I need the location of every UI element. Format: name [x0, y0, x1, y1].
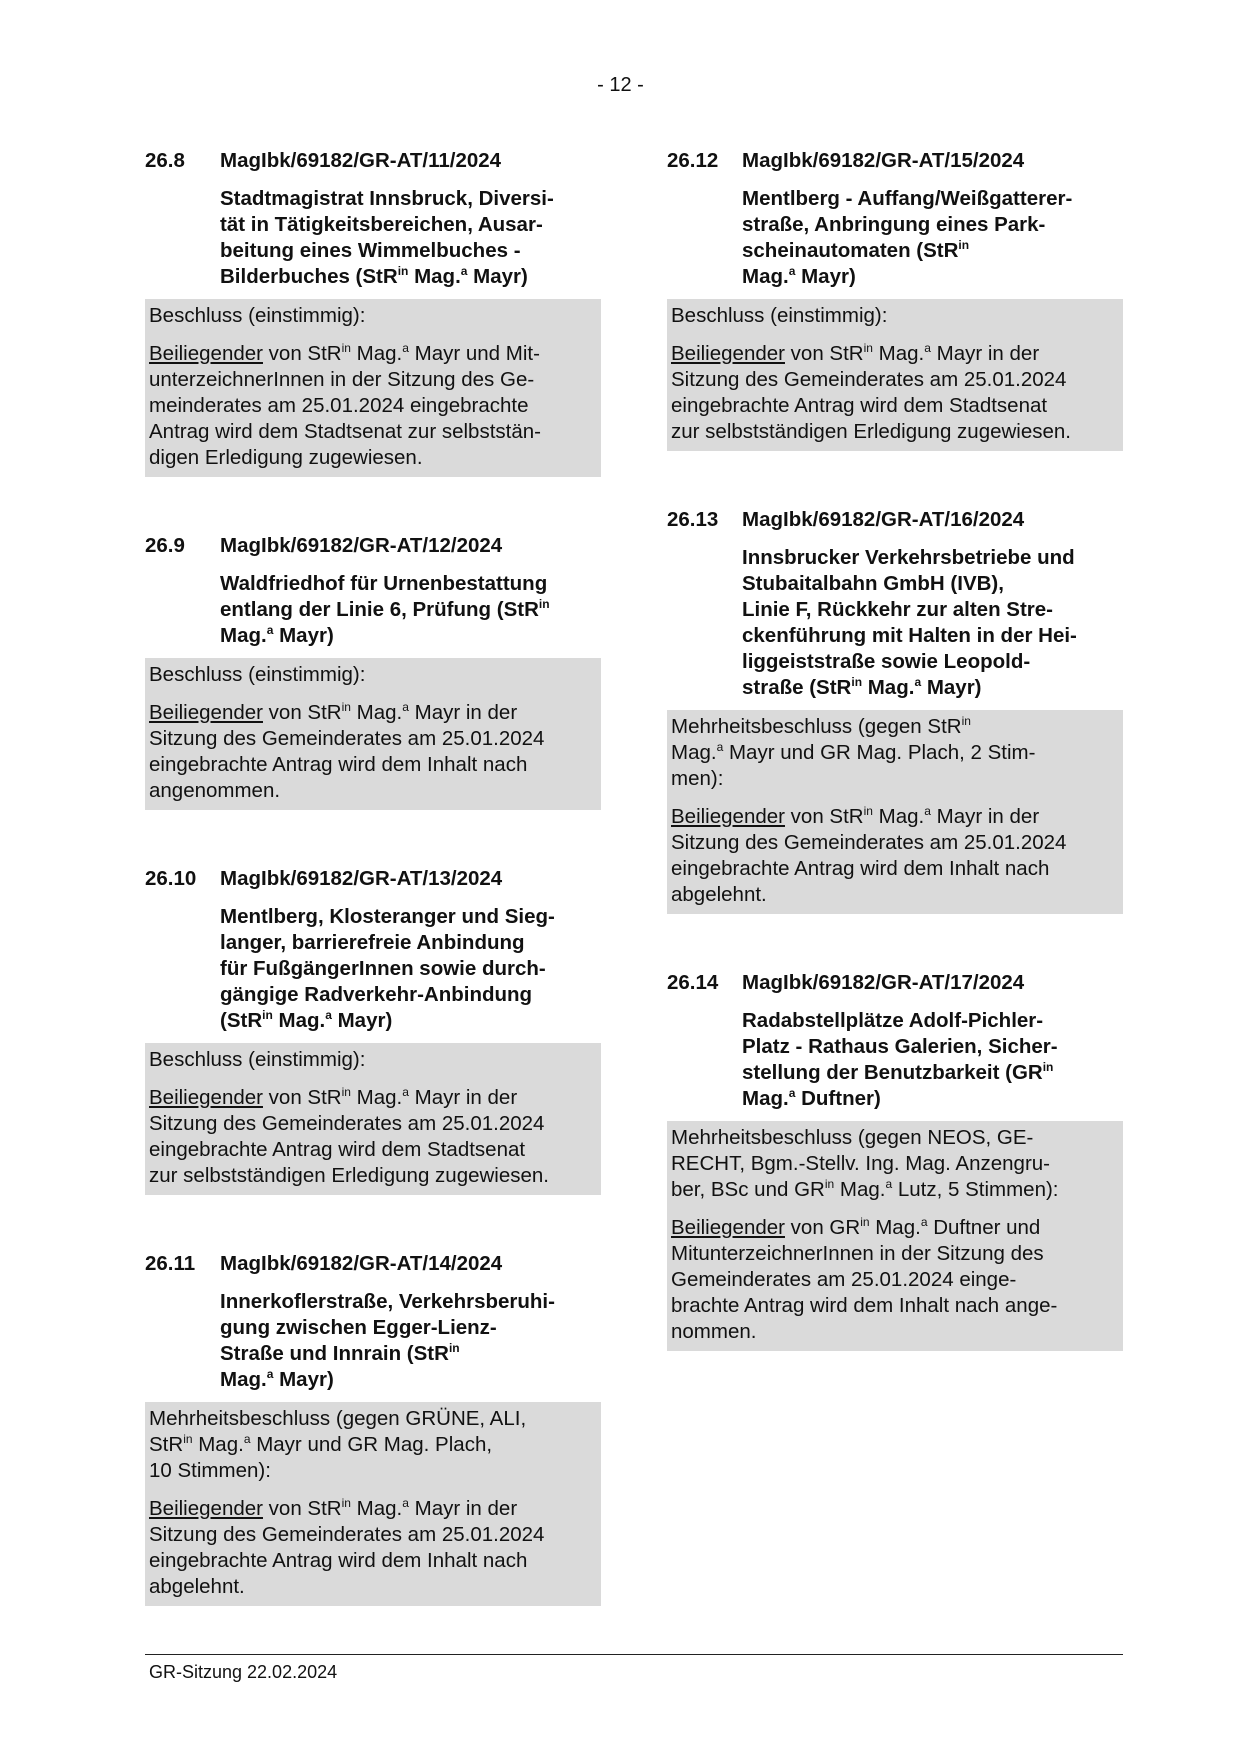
decision-label: Mehrheitsbeschluss (gegen NEOS, GE- RECHT, Bgm.-Stellv. Ing. Mag. Anzengru- ber, BSc und $GR^{in}$ Mag.$^a$ Lutz, 5 Stimmen): [671, 1126, 1059, 1201]
item-reference: MagIbk/69182/GR-AT/11/2024 [220, 149, 502, 172]
decision-label: Mehrheitsbeschluss (gegen GRÜNE, ALI, StR$^{in}$ Mag.$^a$ Mayr und GR Mag. Plach, 10 Stimmen): [149, 1407, 527, 1482]
agenda-item [667, 148, 1123, 451]
decision-body: von $GR^{in}$ Mag.$^a$ Duftner und MitunterzeichnerInnen in der Sitzung des Gemeinderates am 25.01.2024 einge- brachte Antrag wird dem Inhalt nach ange- nommen. [671, 1215, 1058, 1343]
item-number: 26.14 [667, 971, 719, 994]
item-number: 26.10 [145, 867, 197, 890]
decision-label: Mehrheitsbeschluss (gegen StR$^{in}$ Mag.$^a$ Mayr und GR Mag. Plach, 2 Stim- men): [671, 714, 1036, 790]
agenda-item [145, 533, 601, 810]
item-number: 26.11 [145, 1252, 196, 1275]
right-column [667, 148, 1123, 1351]
item-header [667, 970, 1123, 996]
item-header [145, 1251, 601, 1277]
footer-text: GR-Sitzung 22.02.2024 [149, 1662, 338, 1682]
decision-label: Beschluss (einstimmig): [149, 1048, 366, 1071]
underlined-word: Beiliegender [149, 701, 263, 724]
decision-text [149, 700, 597, 804]
decision-text [149, 341, 597, 471]
underlined-word: Beiliegender [149, 1086, 263, 1109]
decision-body: von StR$^{in}$ Mag.$^a$ Mayr in der Sitzung des Gemeinderates am 25.01.2024 eingebrachte Antrag wird dem Stadtsenat zur selbstständigen Erledigung zugewiesen. [671, 341, 1072, 443]
decision-box [667, 299, 1123, 451]
decision-box [145, 1043, 601, 1195]
agenda-item [145, 148, 601, 477]
item-number: 26.12 [667, 149, 719, 172]
underlined-word: Beiliegender [671, 805, 785, 828]
item-header [145, 533, 601, 559]
item-reference: MagIbk/69182/GR-AT/13/2024 [220, 867, 503, 890]
item-title: Radabstellplätze Adolf-Pichler- Platz - Rathaus Galerien, Sicher- stellung der Benutzbarkeit ($GR^{in}$ Mag.$^a$ Duftner) [742, 1009, 1058, 1110]
underlined-word: Beiliegender [149, 342, 263, 365]
item-title: Innsbrucker Verkehrsbetriebe und Stubaitalbahn GmbH (IVB), Linie F, Rückkehr zur alten Stre- ckenführung mit Halten in der Hei- liggeiststraße sowie Leopold- straße (StR$^{in}$ Mag.$^a$ Mayr) [742, 546, 1077, 699]
underlined-word: Beiliegender [671, 342, 785, 365]
agenda-item [667, 970, 1123, 1351]
page-number: - 12 - [597, 74, 644, 96]
agenda-item [667, 507, 1123, 914]
item-number: 26.13 [667, 508, 719, 531]
decision-text [671, 804, 1119, 908]
decision-box [145, 658, 601, 810]
decision-label: Beschluss (einstimmig): [149, 304, 366, 327]
item-title: Mentlberg - Auffang/Weißgatterer- straße, Anbringung eines Park- scheinautomaten (StR$^{in}$ Mag.$^a$ Mayr) [742, 187, 1073, 288]
item-number: 26.9 [145, 534, 185, 557]
decision-box [145, 299, 601, 477]
item-reference: MagIbk/69182/GR-AT/17/2024 [742, 971, 1025, 994]
item-reference: MagIbk/69182/GR-AT/14/2024 [220, 1252, 503, 1275]
decision-body: von StR$^{in}$ Mag.$^a$ Mayr in der Sitzung des Gemeinderates am 25.01.2024 eingebrachte Antrag wird dem Stadtsenat zur selbstständigen Erledigung zugewiesen. [149, 1085, 550, 1187]
item-title: Waldfriedhof für Urnenbestattung entlang der Linie 6, Prüfung (StR$^{in}$ Mag.$^a$ Mayr) [220, 572, 550, 647]
agenda-item [145, 866, 601, 1195]
decision-text [149, 1085, 597, 1189]
left-column [145, 148, 601, 1606]
decision-body: von StR$^{in}$ Mag.$^a$ Mayr in der Sitzung des Gemeinderates am 25.01.2024 eingebrachte Antrag wird dem Inhalt nach angenommen. [149, 700, 545, 802]
footer-divider [145, 1654, 1123, 1655]
underlined-word: Beiliegender [149, 1497, 263, 1520]
decision-label: Beschluss (einstimmig): [671, 304, 888, 327]
item-reference: MagIbk/69182/GR-AT/15/2024 [742, 149, 1025, 172]
item-title: Mentlberg, Klosteranger und Sieg- langer, barrierefreie Anbindung für FußgängerInnen sowie durch- gängige Radverkehr-Anbindung (StR$^{in}$ Mag.$^a$ Mayr) [220, 905, 555, 1032]
decision-body: von StR$^{in}$ Mag.$^a$ Mayr in der Sitzung des Gemeinderates am 25.01.2024 eingebrachte Antrag wird dem Inhalt nach abgelehnt. [149, 1496, 545, 1598]
item-header [667, 148, 1123, 174]
item-title: Innerkoflerstraße, Verkehrsberuhi- gung zwischen Egger-Lienz- Straße und Innrain (StR$^{in}$ Mag.$^a$ Mayr) [220, 1290, 555, 1391]
decision-box [145, 1402, 601, 1606]
decision-box [667, 1121, 1123, 1351]
decision-body: von StR$^{in}$ Mag.$^a$ Mayr und Mit- unterzeichnerInnen in der Sitzung des Ge- meinderates am 25.01.2024 eingebrachte Antrag wird dem Stadtsenat zur selbststän- digen Erledigung zugewiesen. [149, 341, 541, 469]
decision-text [149, 1496, 597, 1600]
item-reference: MagIbk/69182/GR-AT/12/2024 [220, 534, 503, 557]
decision-label: Beschluss (einstimmig): [149, 663, 366, 686]
decision-body: von StR$^{in}$ Mag.$^a$ Mayr in der Sitzung des Gemeinderates am 25.01.2024 eingebrachte Antrag wird dem Inhalt nach abgelehnt. [671, 804, 1067, 906]
item-header [145, 148, 601, 174]
decision-text [671, 1215, 1119, 1345]
item-header [667, 507, 1123, 533]
underlined-word: Beiliegender [671, 1216, 785, 1239]
decision-text [671, 341, 1119, 445]
item-header [145, 866, 601, 892]
item-reference: MagIbk/69182/GR-AT/16/2024 [742, 508, 1025, 531]
item-title: Stadtmagistrat Innsbruck, Diversi- tät in Tätigkeitsbereichen, Ausar- beitung eines Wimmelbuches - Bilderbuches (StR$^{in}$ Mag.$^a$ Mayr) [220, 187, 554, 288]
agenda-item [145, 1251, 601, 1606]
item-number: 26.8 [145, 149, 185, 172]
decision-box [667, 710, 1123, 914]
